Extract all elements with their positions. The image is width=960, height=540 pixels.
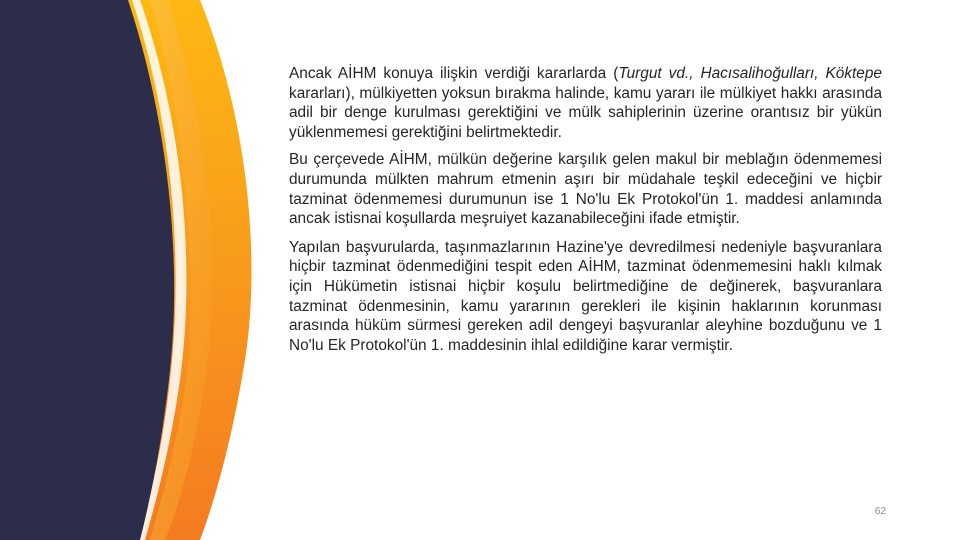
page-number: 62 xyxy=(874,506,886,517)
paragraph-3: Yapılan başvurularda, taşınmazlarının Hazine'ye devredilmesi nedeniyle başvuranlara hiçbir tazminat ödenmediğini tespit eden AİHM, tazminat ödenmemesini haklı kılmak için Hükümetin istisnai hiçbir koşulu belirtmediğine de değinerek, başvuranlara tazminat ödenmesinin, kamu yararının gerekleri ile kişinin haklarının korunması arasında hüküm sürmesi gereken adil dengeyi başvuranlar aleyhine bozduğunu ve 1 No'lu Ek Protokol'ün 1. maddesinin ihlal edildiğine karar vermiştir. xyxy=(289,238,882,354)
case-names-italic: Turgut vd., Hacısalihoğulları, Köktepe xyxy=(618,65,882,82)
paragraph-2: Bu çerçevede AİHM, mülkün değerine karşılık gelen makul bir meblağın ödenmemesi durumunda mülkten mahrum etmenin aşırı bir müdahale teşkil edeceğini ve hiçbir tazminat ödenmemesi durumunun ise 1 No'lu Ek Protokol'ün 1. maddesi anlamında ancak istisnai koşullarda meşruiyet kazanabileceğini ifade etmiştir. xyxy=(289,151,882,228)
paragraph-1-text-a: Ancak AİHM konuya ilişkin verdiği kararlarda ( xyxy=(289,65,619,82)
paragraph-1-text-b: kararları), mülkiyetten yoksun bırakma halinde, kamu yararı ile mülkiyet hakkı arasında adil bir denge kurulması gerektiğini ve mülk sahiplerinin üzerine orantısız bir yükün yüklenmemesi gerektiğini belirtmektedir. xyxy=(289,84,882,141)
slide-body-text xyxy=(289,64,882,364)
navy-panel-shape xyxy=(0,0,174,540)
paragraph-1 xyxy=(289,64,882,142)
